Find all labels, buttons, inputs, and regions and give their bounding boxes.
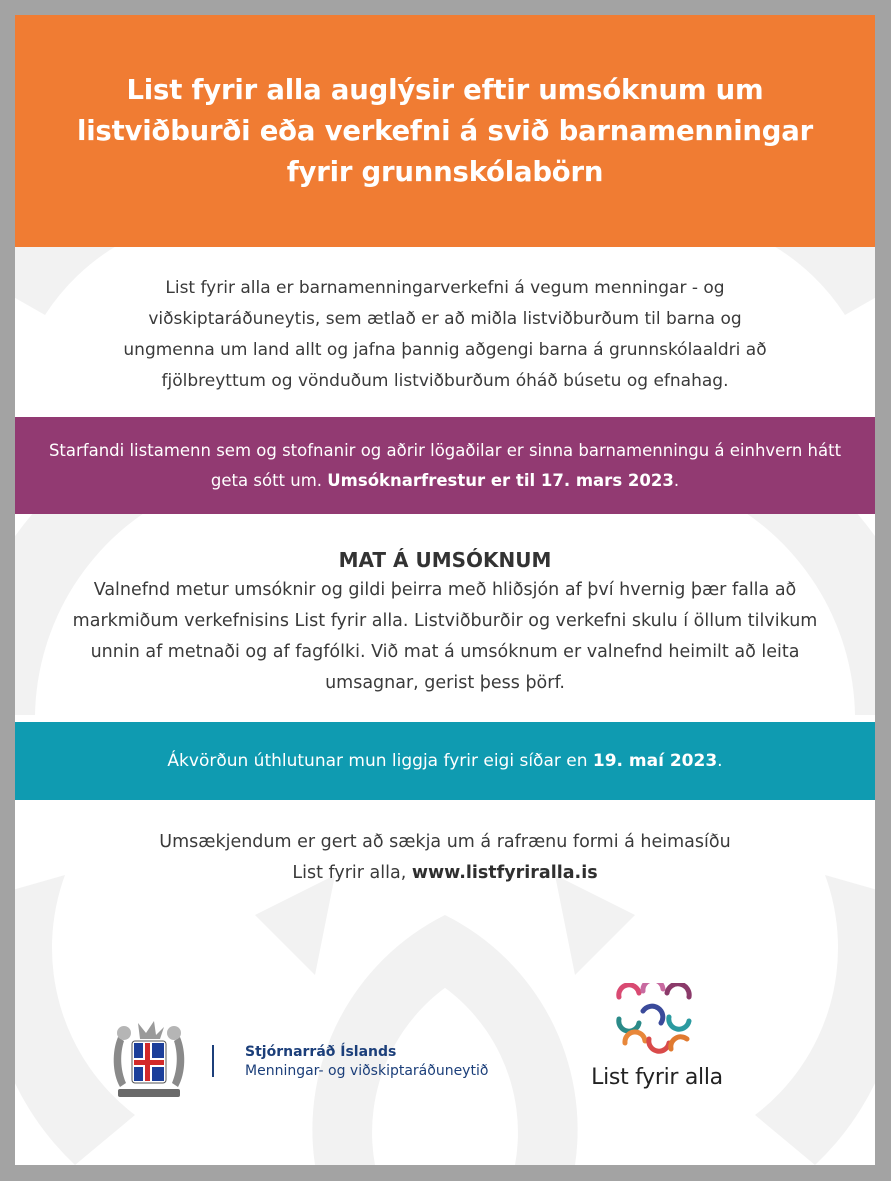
brand-wordmark: List fyrir alla: [591, 1065, 723, 1090]
evaluation-section: [15, 545, 875, 699]
poster: [15, 15, 875, 1165]
evaluation-heading: MAT Á UMSÓKNUM: [338, 548, 552, 572]
government-name: Stjórnarráð Íslands: [245, 1044, 397, 1060]
icelandic-coat-of-arms-icon: [110, 1017, 188, 1103]
decision-body: Ákvörðun úthlutunar mun liggja fyrir eigi síðar en: [167, 751, 593, 771]
intro-paragraph: List fyrir alla er barnamenningarverkefni á vegum menningar - og viðskiptaráðuneytis, sem ætlað er að miðla listviðburðum til barna og ungmenna um land allt og jafna þannig aðgengi barna á grunnskólaaldri að fjölbreyttum og vönduðum listviðburðum óháð búsetu og efnahag.: [123, 278, 767, 391]
logo-divider: [212, 1045, 214, 1077]
application-section: [15, 827, 875, 889]
header-banner: [15, 15, 875, 247]
application-line-2-text: List fyrir alla,: [292, 863, 412, 883]
decision-text: [167, 747, 722, 775]
list-fyrir-alla-logo-icon: [613, 983, 697, 1061]
application-line-1: Umsækjendum er gert að sækja um á rafrænu formi á heimasíðu: [159, 832, 731, 852]
eligibility-text: [15, 436, 875, 496]
eligibility-end: .: [673, 470, 680, 490]
decision-end: .: [717, 751, 723, 771]
decision-banner: [15, 722, 875, 800]
evaluation-text: Valnefnd metur umsóknir og gildi þeirra með hliðsjón af því hvernig þær falla að markmiðum verkefnisins List fyrir alla. Listviðburðir og verkefni skulu í öllum tilvikum unnin af metnaði og af fagfólki. Við mat á umsóknum er valnefnd heimilt að leita umsagnar, gerist þess þörf.: [72, 580, 818, 693]
decision-date: 19. maí 2023: [592, 751, 718, 771]
ministry-name: Menningar- og viðskiptaráðuneytið: [245, 1063, 489, 1079]
application-line-2: [75, 858, 815, 889]
eligibility-banner: [15, 417, 875, 514]
eligibility-body: Starfandi listamenn sem og stofnanir og aðrir lögaðilar er sinna barnamenningu á einhvern hátt geta sótt um.: [48, 440, 842, 490]
website-link[interactable]: www.listfyriralla.is: [411, 863, 598, 883]
deadline-text: Umsóknarfrestur er til 17. mars 2023: [327, 470, 674, 490]
page-title: List fyrir alla auglýsir eftir umsóknum um listviðburði eða verkefni á svið barnamenningar fyrir grunnskólabörn: [76, 73, 813, 188]
government-block: [245, 1043, 488, 1081]
